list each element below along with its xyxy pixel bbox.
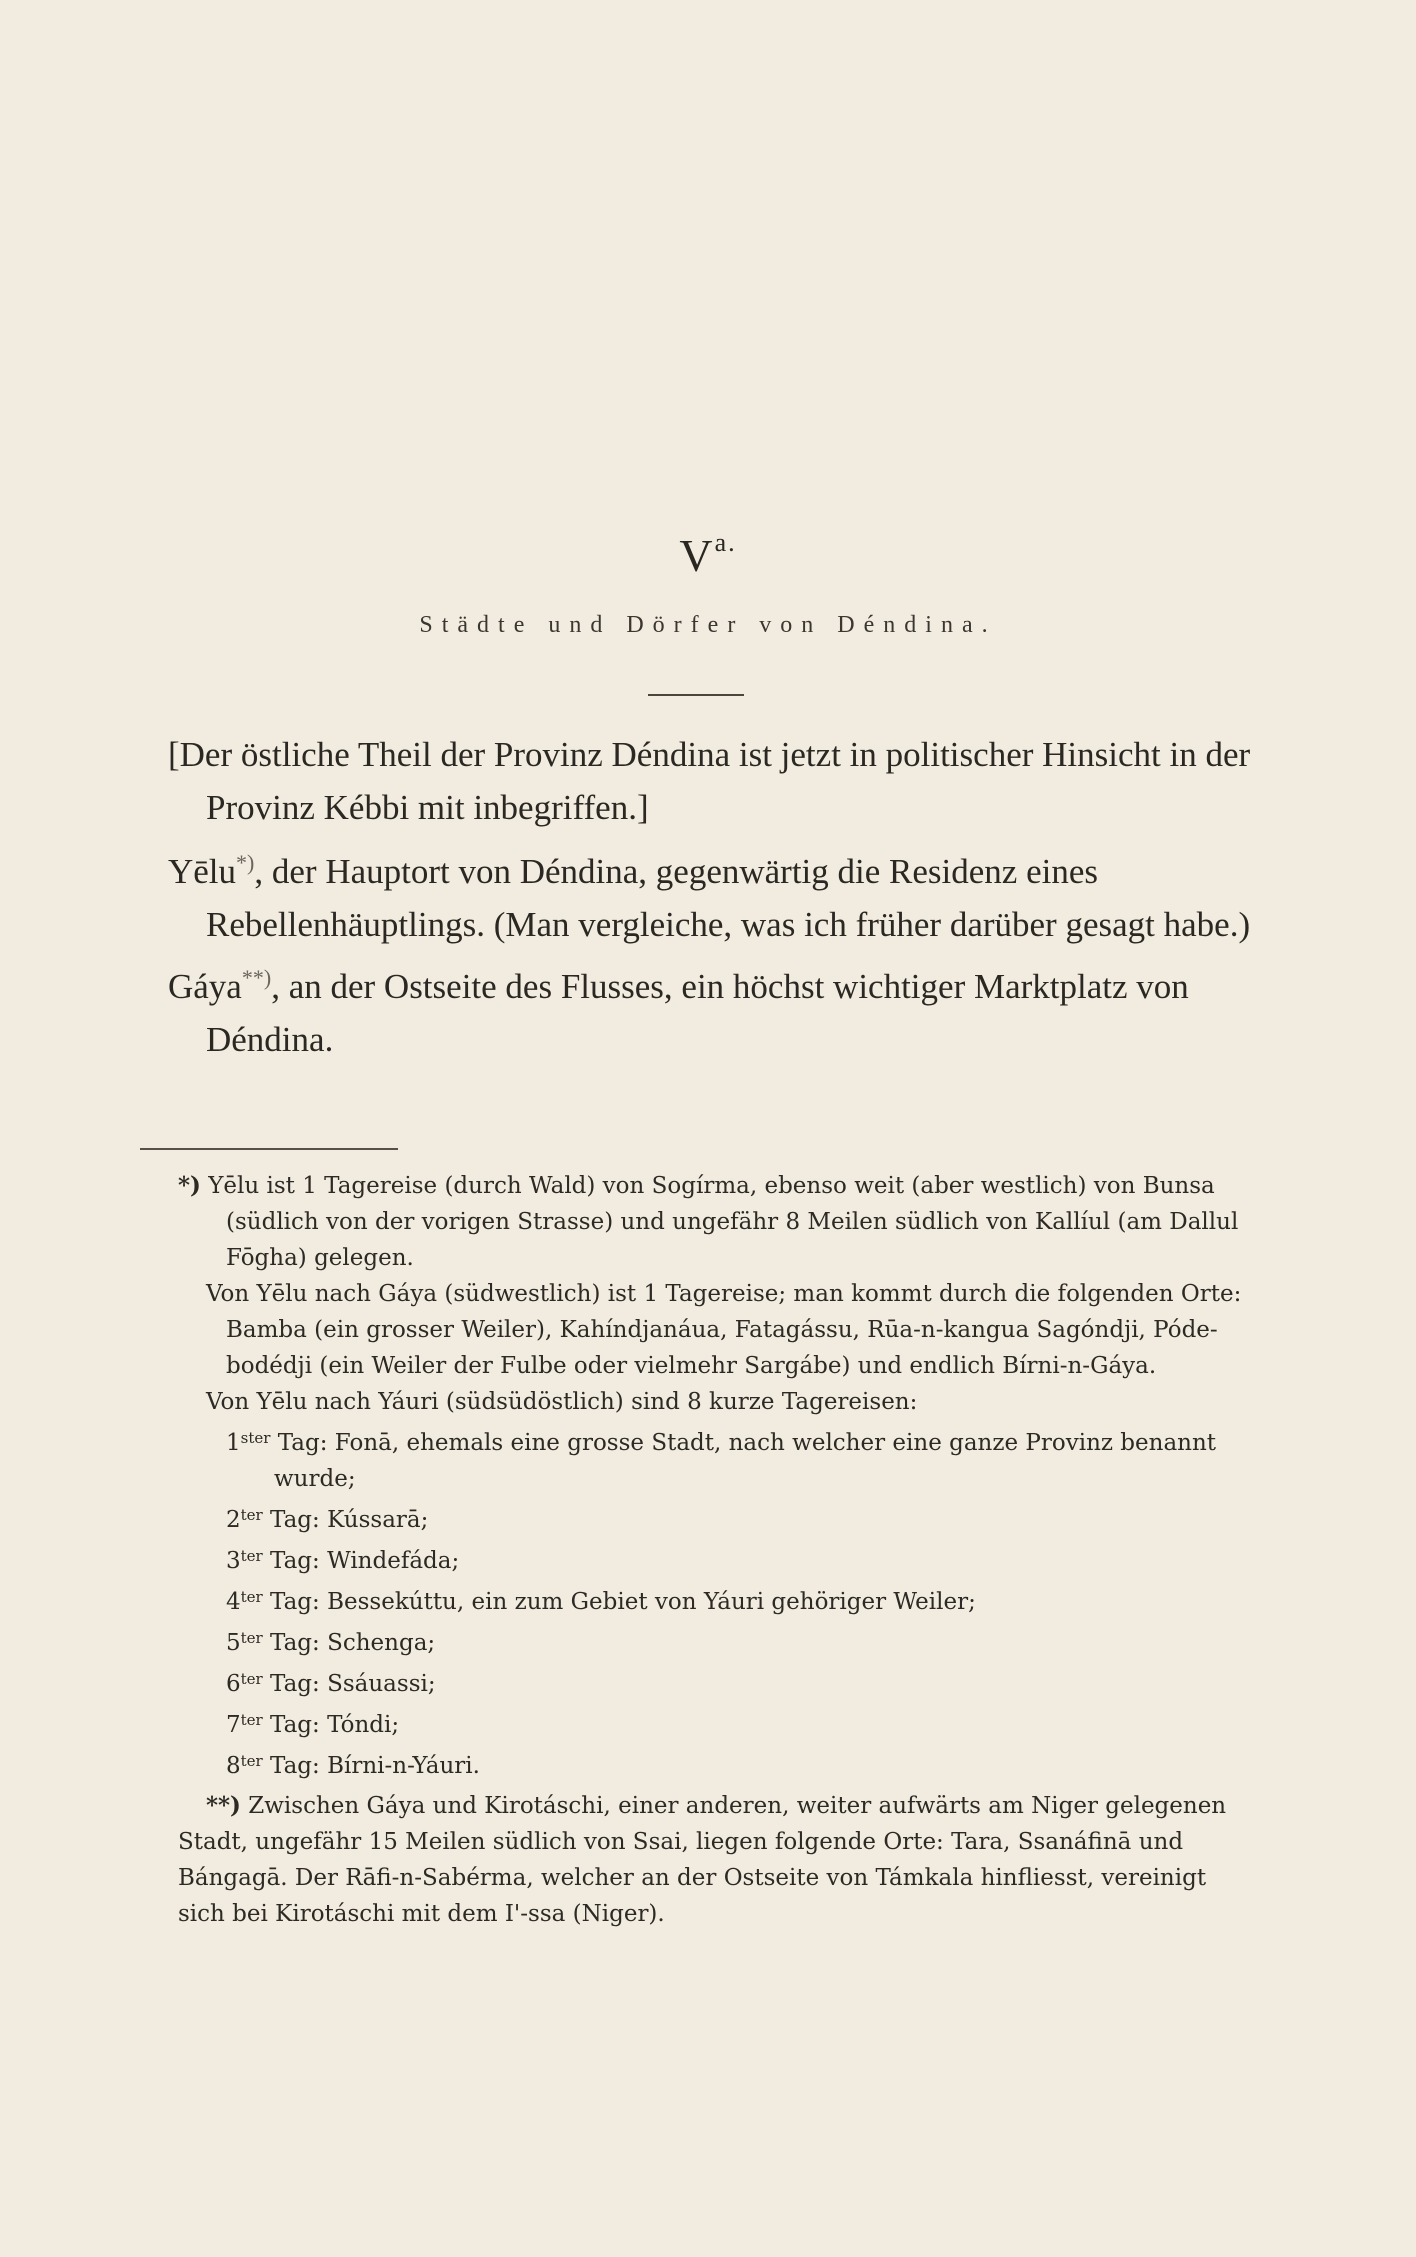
day-num: 6	[226, 1671, 241, 1697]
route-to-yauri: Von Yēlu nach Yáuri (südsüdöstlich) sind 8 kurze Tagereisen:	[206, 1389, 918, 1415]
day-ordinal: ter	[240, 1629, 263, 1647]
entry-text: , an der Ostseite des Flusses, ein höchst wichtiger Marktplatz von Déndina.	[206, 967, 1189, 1059]
chapter-number	[0, 528, 1416, 582]
route-to-gaya: Von Yēlu nach Gáya (südwestlich) ist 1 Tagereise; man kommt durch die folgenden Orte: Bamba (ein grosser Weiler), Kahíndjanáua, Fatagássu, Rūa-n-kangua Sagóndji, Póde-bodédji (ein Weiler der Fulbe oder vielmehr Sargábe) und endlich Bírni-n-Gáya.	[206, 1281, 1242, 1379]
day-text: Tóndi;	[327, 1712, 400, 1738]
itinerary-day	[178, 1420, 1258, 1497]
day-label: Tag:	[270, 1671, 320, 1697]
itinerary-day	[178, 1538, 1258, 1579]
day-label: Tag:	[270, 1507, 320, 1533]
day-num: 7	[226, 1712, 241, 1738]
heading-divider	[648, 694, 744, 696]
chapter-number-sup: a.	[714, 528, 737, 557]
day-label: Tag:	[277, 1430, 328, 1456]
day-text: Ssáuassi;	[327, 1671, 436, 1697]
day-label: Tag:	[270, 1589, 320, 1615]
entry-name: Yēlu	[168, 852, 237, 891]
footnote-divider	[140, 1148, 398, 1150]
day-text: Schenga;	[327, 1630, 436, 1656]
day-ordinal: ter	[240, 1506, 263, 1524]
footnote-ref: **)	[241, 965, 272, 990]
intro-paragraph: [Der östliche Theil der Provinz Déndina ist jetzt in politischer Hinsicht in der Provinz Kébbi mit inbegriffen.]	[168, 735, 1251, 827]
footnote-marker: **)	[206, 1792, 241, 1819]
day-text: Bessekúttu, ein zum Gebiet von Yáuri gehöriger Weiler;	[327, 1589, 976, 1615]
footnote-ref: *)	[236, 850, 255, 875]
itinerary-list	[178, 1420, 1258, 1784]
entry-gaya	[168, 951, 1260, 1066]
day-ordinal: ster	[240, 1429, 271, 1447]
chapter-number-main: V	[679, 530, 715, 581]
footnote-text: Yēlu ist 1 Tagereise (durch Wald) von Sogírma, ebenso weit (aber westlich) von Bunsa (südlich von der vorigen Strasse) und ungefähr 8 Meilen südlich von Kallíul (am Dallul Fōgha) gelegen.	[208, 1173, 1239, 1271]
entry-name: Gáya	[168, 967, 242, 1006]
footnote-1	[178, 1168, 1258, 1276]
itinerary-day	[178, 1702, 1258, 1743]
itinerary-day	[178, 1497, 1258, 1538]
footnote-2	[178, 1788, 1258, 1932]
footnotes	[178, 1168, 1258, 1932]
day-ordinal: ter	[240, 1670, 263, 1688]
day-num: 1	[226, 1430, 241, 1456]
footnote-marker: *)	[178, 1172, 201, 1199]
day-num: 8	[226, 1753, 241, 1779]
day-text: Bírni-n-Yáuri.	[327, 1753, 480, 1779]
day-num: 2	[226, 1507, 241, 1533]
itinerary-day	[178, 1620, 1258, 1661]
day-ordinal: ter	[240, 1752, 263, 1770]
entry-yelu	[168, 836, 1260, 951]
itinerary-day	[178, 1579, 1258, 1620]
day-ordinal: ter	[240, 1711, 263, 1729]
day-label: Tag:	[270, 1712, 320, 1738]
chapter-subtitle: Städte und Dörfer von Déndina.	[419, 612, 997, 638]
day-label: Tag:	[270, 1630, 320, 1656]
main-text	[168, 728, 1260, 1066]
day-label: Tag:	[270, 1548, 320, 1574]
itinerary-day	[178, 1661, 1258, 1702]
day-label: Tag:	[270, 1753, 320, 1779]
day-num: 5	[226, 1630, 241, 1656]
day-num: 4	[226, 1589, 241, 1615]
day-text: Kússarā;	[327, 1507, 429, 1533]
day-text: Fonā, ehemals eine grosse Stadt, nach welcher eine ganze Provinz benannt wurde;	[274, 1430, 1217, 1492]
entry-text: , der Hauptort von Déndina, gegenwärtig die Residenz eines Rebellenhäuptlings. (Man vergleiche, was ich früher darüber gesagt habe.)	[206, 852, 1251, 944]
footnote-text: Zwischen Gáya und Kirotáschi, einer anderen, weiter aufwärts am Niger gelegenen Stadt, ungefähr 15 Meilen südlich von Ssai, liegen folgende Orte: Tara, Ssanáfinā und Bángagā. Der Rāfi-n-Sabérma, welcher an der Ostseite von Támkala hinfliesst, vereinigt sich bei Kirotáschi mit dem I'-ssa (Niger).	[178, 1793, 1227, 1927]
day-ordinal: ter	[240, 1547, 263, 1565]
day-ordinal: ter	[240, 1588, 263, 1606]
day-num: 3	[226, 1548, 241, 1574]
day-text: Windefáda;	[327, 1548, 460, 1574]
itinerary-day	[178, 1743, 1258, 1784]
